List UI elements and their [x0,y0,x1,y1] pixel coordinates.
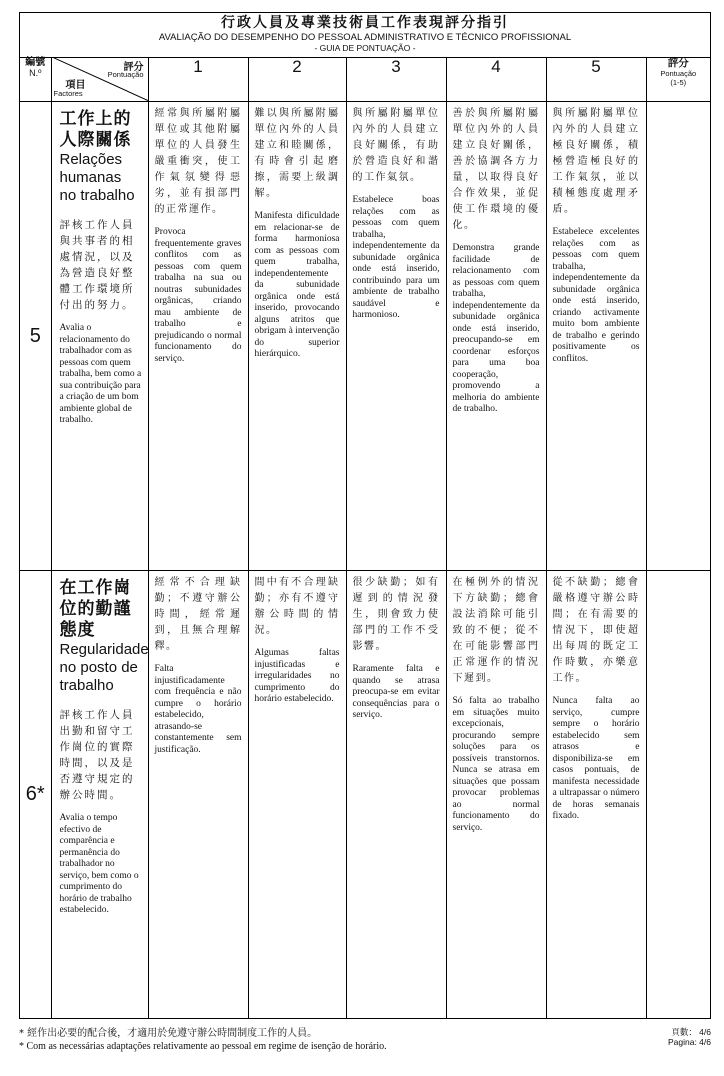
header-level-2: 2 [248,57,346,102]
header-score-pt: Pontuação [107,70,144,79]
header-level-3: 3 [346,57,446,102]
header-score-zh: 評分 [123,62,144,73]
level-4-criteria [446,571,546,1019]
header-number-pt: N.º [29,68,42,78]
level-4-criteria [446,102,546,571]
criteria-pt: Nunca falta ao serviço, cumpre sempre o horário estabelecido sem atrasos e disponibiliza-se em casos pontuais, de manifesta necessidade a ultrapassar o número de horas semanais fixado. [552,696,640,821]
header-factor-score [51,57,148,102]
factor-title-zh: 在工作崗位的勤謹態度 [59,578,132,640]
criteria-pt: Raramente falta e quando se atrasa preocupa-se em evitar consequências para o serviço. [352,664,440,720]
row-number: 6* [20,571,51,1019]
factor-description-pt: Avalia o relacionamento do trabalhador com as pessoas com quem trabalha, bem como a sua contribuição para a criação de um bom ambiente global de trabalho. [59,323,142,425]
criteria-pt: Estabelece excelentes relações com as pessoas com quem trabalha, independentemente da subunidade orgânica onde está inserido, criando activamente muito bom ambiente de trabalho e gerindo positivamente os conflitos. [552,227,640,364]
criteria-pt: Algumas faltas injustificadas e irregularidades no cumprimento do horário estabelecido. [254,648,340,704]
level-2-criteria [248,571,346,1019]
criteria-pt: Falta injustificadamente com frequência e não cumpre o horário estabelecido, atrasando-se constantemente sem justificação. [154,664,242,755]
criteria-zh: 經常與所屬附屬單位或其他附屬單位的人員發生嚴重衝突，使工作氣氛變得惡劣，並有損部門的正常運作。 [154,108,242,215]
criteria-zh: 在極例外的情況下方缺勤；總會設法消除可能引致的不便；從不在可能影響部門正常運作的情況下遲到。 [452,577,540,684]
table-row [20,102,710,571]
title-chinese: 行政人員及專業技術員工作表現評分指引 [221,15,509,31]
level-1-criteria [148,571,248,1019]
level-2-criteria [248,102,346,571]
criteria-pt: Só falta ao trabalho em situações muito excepcionais, procurando sempre soluções para os possíveis transtornos. Nunca se atrasa em situações que possam provocar problemas ao normal funcionamento do serviço. [452,696,540,833]
criteria-zh: 間中有不合理缺勤；亦有不遵守辦公時間的情況。 [254,577,340,636]
header-level-5: 5 [546,57,646,102]
criteria-pt: Provoca frequentemente graves conflitos com as pessoas com quem trabalha na sua ou noutras subunidades orgânicas, criando mau ambiente de trabalho e prejudicando o normal funcionamento do serviço. [154,227,242,364]
factor-cell [51,102,148,571]
score-column-pt: Pontuação [660,69,697,78]
criteria-zh: 很少缺勤；如有遲到的情況發生，則會致力使部門的工作不受影響。 [352,577,440,652]
factor-description-zh: 評核工作人員與共事者的相處情況，以及為營造良好整體工作環境所付出的努力。 [59,219,135,311]
criteria-zh: 從不缺勤；總會嚴格遵守辦公時間；在有需要的情況下，即使超出每周的既定工作時數，亦樂意工作。 [552,577,640,684]
criteria-zh: 難以與所屬附屬單位內外的人員建立和睦關係，有時會引起磨擦，需要上級調解。 [254,108,340,199]
criteria-pt: Estabelece boas relações com as pessoas com quem trabalha, independentemente da subunidade orgânica onde está inserido, contribuindo para um ambiente de trabalho saudável e harmonioso. [352,195,440,320]
footer [19,1027,711,1053]
factor-description-pt: Avalia o tempo efectivo de comparência e permanência do trabalhador no serviço, bem como o cumprimento do horário de trabalho estabelecido. [59,813,139,915]
page-indicator [668,1027,711,1047]
score-entry-cell[interactable] [646,571,710,1019]
level-1-criteria [148,102,248,571]
factor-title-pt: Relações humanas no trabalho [59,151,135,204]
evaluation-table [20,57,710,1019]
criteria-zh: 經常不合理缺勤；不遵守辦公時間，經常遲到，且無合理解釋。 [154,577,242,652]
score-entry-cell[interactable] [646,102,710,571]
factor-title-zh: 工作上的人際關係 [59,109,132,150]
header-number-zh: 編號 [25,57,46,68]
level-5-criteria [546,102,646,571]
score-column-zh: 評分 [667,57,689,69]
level-3-criteria [346,571,446,1019]
level-5-criteria [546,571,646,1019]
row-number: 5 [20,102,51,571]
title-portuguese: AVALIAÇÃO DO DESEMPENHO DO PESSOAL ADMINISTRATIVO E TÉCNICO PROFISSIONAL [158,32,572,43]
footnote-pt: * Com as necessárias adaptações relativamente ao pessoal em regime de isenção de horário. [19,1041,387,1052]
page-number-pt: Pagina: 4/6 [667,1037,711,1047]
footnote-zh: * 經作出必要的配合後，才適用於免遵守辦公時間制度工作的人員。 [19,1028,318,1039]
title-block [20,13,710,58]
level-3-criteria [346,102,446,571]
guide-subtitle: - GUIA DE PONTUAÇÃO - [314,43,416,53]
page-number-zh: 頁數： 4/6 [671,1027,711,1037]
criteria-pt: Demonstra grande facilidade de relacionamento com as pessoas com quem trabalha, independentemente da subunidade orgânica onde está inserido, preocupando-se em coordenar esforços para uma boa cooperação, promovendo a melhoria do ambiente de trabalho. [452,243,540,414]
header-level-4: 4 [446,57,546,102]
criteria-zh: 與所屬附屬單位內外的人員建立良好關係，有助於營造良好和諧的工作氣氛。 [352,108,440,183]
factor-title-pt: Regularidade no posto de trabalho [59,641,149,694]
factor-cell [51,571,148,1019]
header-level-1: 1 [148,57,248,102]
header-number [20,57,51,102]
table-header-row [20,57,710,102]
criteria-pt: Manifesta dificuldade em relacionar-se de forma harmoniosa com as pessoas com quem trabalha, independentemente da subunidade orgânica onde está inserido, provocando alguns atritos que obrigam à intervenção do superior hierárquico. [254,211,340,359]
header-score-column [646,57,710,102]
score-column-range: (1-5) [670,78,687,87]
criteria-zh: 善於與所屬附屬單位內外的人員建立良好關係，善於協調各方力量，以取得良好合作效果，並促使工作環境的優化。 [452,108,540,231]
header-item-zh: 項目 [65,80,86,91]
evaluation-guide-page [19,12,711,1019]
header-item-pt: Factores [53,89,83,98]
factor-description-zh: 評核工作人員出勤和留守工作崗位的實際時間，以及是否遵守規定的辦公時間。 [59,709,135,801]
table-row [20,571,710,1019]
criteria-zh: 與所屬附屬單位內外的人員建立極良好關係，積極營造極良好的工作氣氛，並以積極態度處理矛盾。 [552,108,640,215]
